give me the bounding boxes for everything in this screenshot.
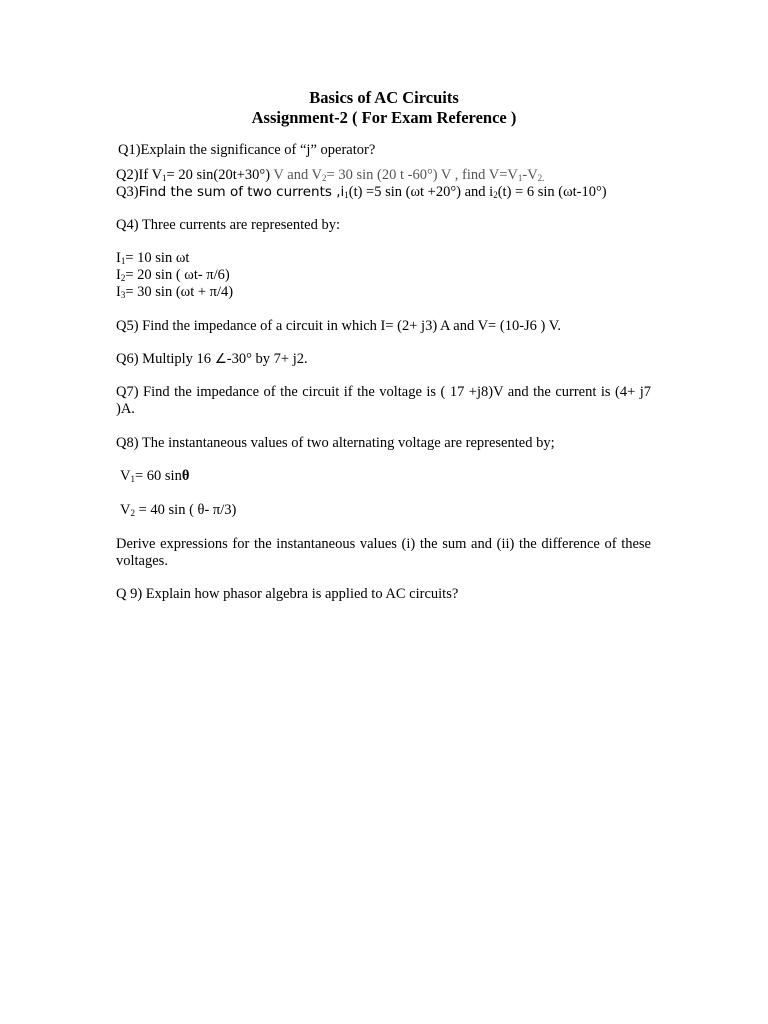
question-3 <box>116 184 607 201</box>
q3-text: Q3) <box>116 184 139 200</box>
current-sub: 1 <box>120 256 126 266</box>
current-sub: 3 <box>120 290 126 300</box>
current-2 <box>116 267 230 284</box>
q2-sub: 2. <box>537 173 545 183</box>
current-3 <box>116 284 233 301</box>
v2-text: V <box>120 502 131 518</box>
v1-sub: 1 <box>130 474 135 484</box>
q2-sub: 1 <box>517 173 523 183</box>
current-text: I <box>116 250 121 266</box>
question-1: Q1)Explain the significance of “j” operator? <box>118 142 376 158</box>
q2-sub: 1 <box>162 173 167 183</box>
question-8: Q8) The instantaneous values of two alternating voltage are represented by; <box>116 435 555 451</box>
question-7: Q7) Find the impedance of the circuit if the voltage is ( 17 +j8)V and the current is (4+ j7 )A. <box>116 384 651 417</box>
current-text: = 30 sin (ωt + π/4) <box>125 284 234 300</box>
voltage-1 <box>120 468 189 485</box>
q3-text: Find the sum of two currents ,i <box>138 184 345 200</box>
q2-text: V and V <box>270 167 323 183</box>
current-text: I <box>116 267 121 283</box>
q2-text: Q2)If V <box>116 167 163 183</box>
q2-text: = 30 sin (20 t -60°) V , find V=V <box>326 167 518 183</box>
current-text: I <box>116 284 121 300</box>
q2-text: = 20 sin(20t+30°) <box>166 167 271 183</box>
q6-text: -30° by 7+ j2. <box>226 351 308 367</box>
q3-text: (t) =5 sin (ωt +20°) and i <box>348 184 494 200</box>
q3-sub: 2 <box>493 190 498 200</box>
v2-sub: 2 <box>130 508 135 518</box>
question-4: Q4) Three currents are represented by: <box>116 217 340 233</box>
current-text: = 20 sin ( ωt- π/6) <box>125 267 230 283</box>
q3-sub: 1 <box>344 190 349 200</box>
question-9: Q 9) Explain how phasor algebra is applied to AC circuits? <box>116 586 459 602</box>
question-2 <box>116 167 544 184</box>
document-subtitle: Assignment-2 ( For Exam Reference ) <box>251 108 517 127</box>
q6-text: Q6) Multiply 16 <box>116 351 215 367</box>
v1-text: V <box>120 468 131 484</box>
q2-sub: 2 <box>322 173 327 183</box>
v2-text: = 40 sin ( θ- π/3) <box>134 502 237 518</box>
v1-theta: θ <box>181 468 190 484</box>
current-text: = 10 sin ωt <box>125 250 190 266</box>
document-title: Basics of AC Circuits <box>309 88 459 107</box>
derive-instruction: Derive expressions for the instantaneous values (i) the sum and (ii) the difference of these voltages. <box>116 536 651 569</box>
current-sub: 2 <box>120 273 126 283</box>
question-5: Q5) Find the impedance of a circuit in which I= (2+ j3) A and V= (10-J6 ) V. <box>116 318 561 334</box>
voltage-2 <box>120 502 236 519</box>
question-6 <box>116 351 308 368</box>
v1-text: = 60 sin <box>134 468 182 484</box>
current-1 <box>116 250 189 267</box>
q3-text: (t) = 6 sin (ωt-10°) <box>497 184 607 200</box>
q2-text: -V <box>522 167 538 183</box>
angle-symbol: ∠ <box>214 351 227 367</box>
